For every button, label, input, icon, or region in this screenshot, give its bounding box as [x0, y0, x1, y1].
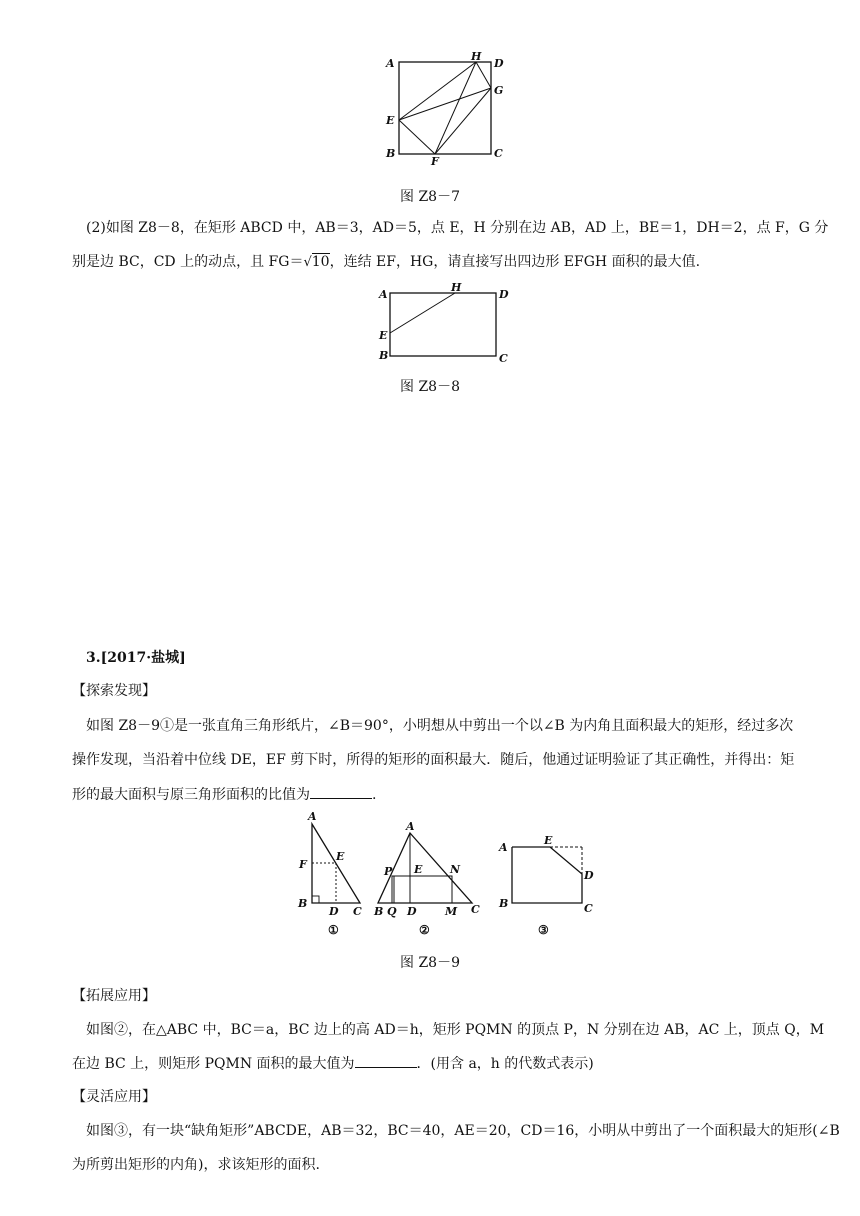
label-e: E [544, 834, 553, 847]
q3-s2-line2 [72, 1053, 832, 1074]
q3-s1-line3-end: . [372, 787, 377, 803]
subfigure-number-1: ① [328, 923, 339, 937]
label-d: D [329, 905, 339, 918]
q2-line2-pre: 别是边 BC，CD 上的动点，且 FG＝ [72, 254, 304, 270]
label-a: A [386, 57, 395, 70]
label-d: D [494, 57, 504, 70]
label-e: E [379, 329, 388, 342]
q3-s2-line1: 如图②，在△ABC 中，BC＝a，BC 边上的高 AD＝h，矩形 PQMN 的顶点 P，N 分别在边 AB，AC 上，顶点 Q，M [86, 1022, 825, 1038]
label-h: H [451, 283, 462, 294]
label-b: B [386, 147, 396, 160]
figure-caption-z8-7: 图 Z8－7 [400, 189, 460, 205]
q3-s2-line2-text: 在边 BC 上，则矩形 PQMN 面积的最大值为 [72, 1056, 355, 1072]
q3-s1-line2: 操作发现，当沿着中位线 DE，EF 剪下时，所得的矩形的面积最大．随后，他通过证明验证了其正确性，并得出：矩 [72, 752, 795, 768]
label-g: G [494, 84, 504, 97]
figure-z8-8 [375, 283, 525, 368]
label-p: P [384, 865, 393, 878]
label-a: A [379, 288, 388, 301]
label-c: C [584, 902, 593, 915]
answer-blank-2[interactable] [355, 1053, 417, 1068]
subfigure-2 [373, 820, 480, 937]
label-b: B [379, 349, 389, 362]
sqrt-value: 10 [311, 254, 330, 270]
section-title-apply: 【灵活应用】 [72, 1089, 156, 1105]
label-f: F [299, 858, 307, 871]
label-a: A [406, 820, 415, 833]
figure-z8-9 [290, 808, 610, 940]
label-a: A [499, 841, 508, 854]
label-c: C [494, 147, 503, 160]
q2-line2 [72, 252, 832, 273]
q3-s3-line2: 为所剪出矩形的内角)，求该矩形的面积. [72, 1157, 320, 1173]
subfigure-3 [498, 834, 594, 937]
label-b: B [499, 897, 509, 910]
label-f: F [431, 155, 439, 168]
q3-s3-line1: 如图③，有一块“缺角矩形”ABCDE，AB＝32，BC＝40，AE＝20，CD＝16，小明从中剪出了一个面积最大的矩形(∠B [86, 1123, 840, 1139]
answer-blank-1[interactable] [310, 784, 372, 799]
figure-caption-z8-9: 图 Z8－9 [400, 955, 460, 971]
label-d: D [499, 288, 509, 301]
label-b: B [298, 897, 308, 910]
label-a: A [308, 810, 317, 823]
label-d: D [407, 905, 417, 918]
label-q: Q [387, 905, 397, 918]
q3-header [86, 648, 846, 668]
label-c: C [499, 352, 508, 365]
q3-header-text: 3.[2017·盐城] [86, 650, 186, 666]
q3-s1-line3 [72, 784, 832, 805]
label-c: C [471, 903, 480, 916]
q3-s2-line2-end: ．(用含 a，h 的代数式表示) [416, 1056, 594, 1072]
section-title-extend: 【拓展应用】 [72, 988, 156, 1004]
section-title-explore: 【探索发现】 [72, 683, 156, 699]
subfigure-number-2: ② [419, 923, 430, 937]
q2-line2-post: ，连结 EF，HG，请直接写出四边形 EFGH 面积的最大值. [329, 254, 701, 270]
label-n: N [450, 863, 461, 876]
label-h: H [471, 50, 482, 63]
label-b: B [374, 905, 384, 918]
label-m: M [445, 905, 458, 918]
subfigure-number-3: ③ [538, 923, 549, 937]
q2-line1: (2)如图 Z8－8，在矩形 ABCD 中，AB＝3，AD＝5，点 E，H 分别在边 AB，AD 上，BE＝1，DH＝2，点 F，G 分 [86, 220, 829, 236]
label-e: E [386, 114, 395, 127]
q3-s1-line3-text: 形的最大面积与原三角形面积的比值为 [72, 787, 310, 803]
sqrt-sign: √ [303, 255, 312, 270]
subfigure-1 [297, 810, 362, 937]
label-e: E [414, 863, 423, 876]
label-c: C [353, 905, 362, 918]
figure-caption-z8-8: 图 Z8－8 [400, 379, 460, 395]
q3-s1-line1: 如图 Z8－9①是一张直角三角形纸片，∠B＝90°，小明想从中剪出一个以∠B 为内角且面积最大的矩形，经过多次 [86, 718, 794, 734]
figure-z8-7 [380, 50, 510, 170]
label-e: E [336, 850, 345, 863]
label-d: D [584, 869, 594, 882]
